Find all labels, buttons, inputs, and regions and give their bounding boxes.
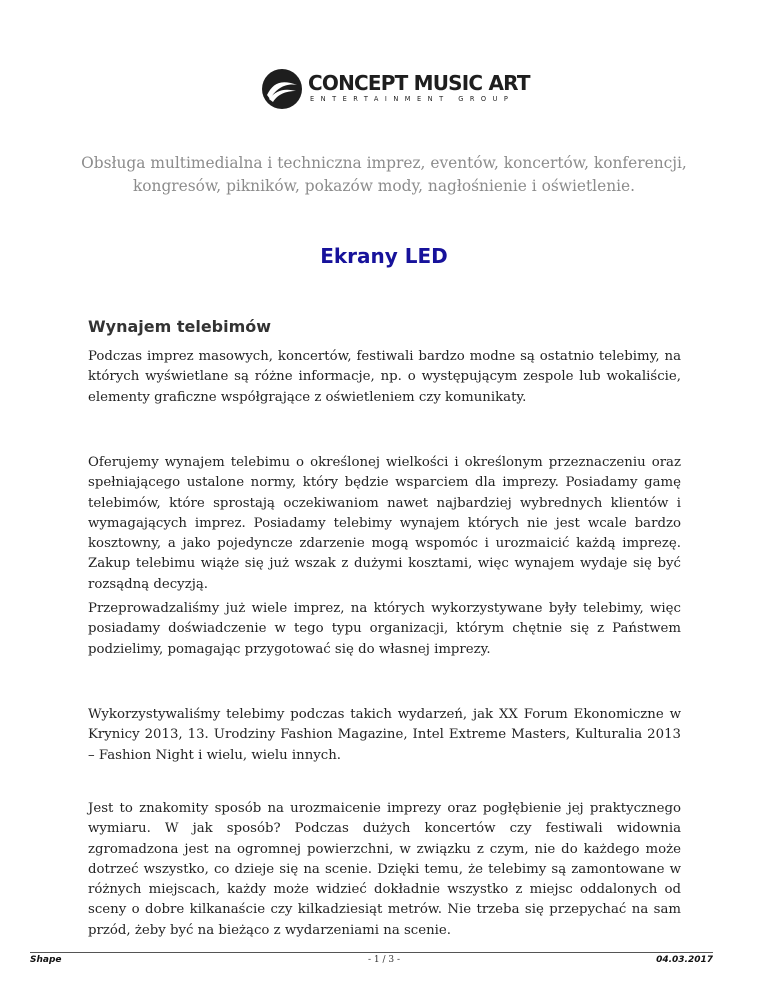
logo-subtitle: ENTERTAINMENT GROUP xyxy=(310,95,515,103)
paragraph-3: Przeprowadzaliśmy już wiele imprez, na których wykorzystywane były telebimy, więc posiadamy doświadczenie w tego typu organizacji, którym chętnie się z Państwem podzielimy, pomagając przygotować się do własnej imprezy. xyxy=(88,601,681,657)
paragraph-4: Wykorzystywaliśmy telebimy podczas takich wydarzeń, jak XX Forum Ekonomiczne w Krynicy 2013, 13. Urodziny Fashion Magazine, Intel Extreme Masters, Kulturalia 2013 – Fashion Night i wielu, wielu innych. xyxy=(88,707,681,763)
company-logo xyxy=(261,68,530,118)
footer-date: 04.03.2017 xyxy=(656,955,713,965)
page-title: Ekrany LED xyxy=(320,244,448,268)
footer-divider xyxy=(30,952,713,953)
paragraph-2: Oferujemy wynajem telebimu o określonej wielkości i określonym przeznaczeniu oraz spełniającego ustalone normy, który będzie wsparciem dla imprezy. Posiadamy gamę telebimów, które sprostają oczekiwaniom nawet najbardziej wybrednych klientów i wymagających imprez. Posiadamy telebimy wynajem których nie jest wcale bardzo kosztowny, a jako pojedyncze zdarzenie mogą wspomóc i urozmaicić każdą imprezę. Zakup telebimu wiąże się już wszak z dużymi kosztami, więc wynajem wydaje się być rozsądną decyzją. xyxy=(88,455,681,592)
paragraph-1: Podczas imprez masowych, koncertów, festiwali bardzo modne są ostatnio telebimy, na których wyświetlane są różne informacje, np. o występującym zespole lub wokaliście, elementy graficzne współgrające z oświetleniem czy komunikaty. xyxy=(88,349,681,405)
page-number: - 1 / 3 - xyxy=(367,955,400,965)
section-heading: Wynajem telebimów xyxy=(88,317,272,336)
paragraph-5: Jest to znakomity sposób na urozmaicenie imprezy oraz pogłębienie jej praktycznego wymiaru. W jak sposób? Podczas dużych koncertów czy festiwali widownia zgromadzona jest na ogromnej powierzchni, w związku z czym, nie do każdego może dotrzeć wszystko, co dzieje się na scenie. Dzięki temu, że telebimy są zamontowane w różnych miejscach, każdy może widzieć dokładnie wszystko z miejsc oddalonych od sceny o dobre kilkanaście czy kilkadziesiąt metrów. Nie trzeba się przepychać na sam przód, żeby być na bieżąco z wydarzeniami na scenie. xyxy=(88,801,681,938)
tagline: Obsługa multimedialna i techniczna imprez, eventów, koncertów, konferencji, kongresów, pikników, pokazów mody, nagłośnienie i oświetlenie. xyxy=(81,154,687,195)
logo-name: CONCEPT MUSIC ART xyxy=(308,71,530,95)
logo-emblem-icon xyxy=(261,68,303,110)
footer-left-text: Shape xyxy=(30,955,62,965)
